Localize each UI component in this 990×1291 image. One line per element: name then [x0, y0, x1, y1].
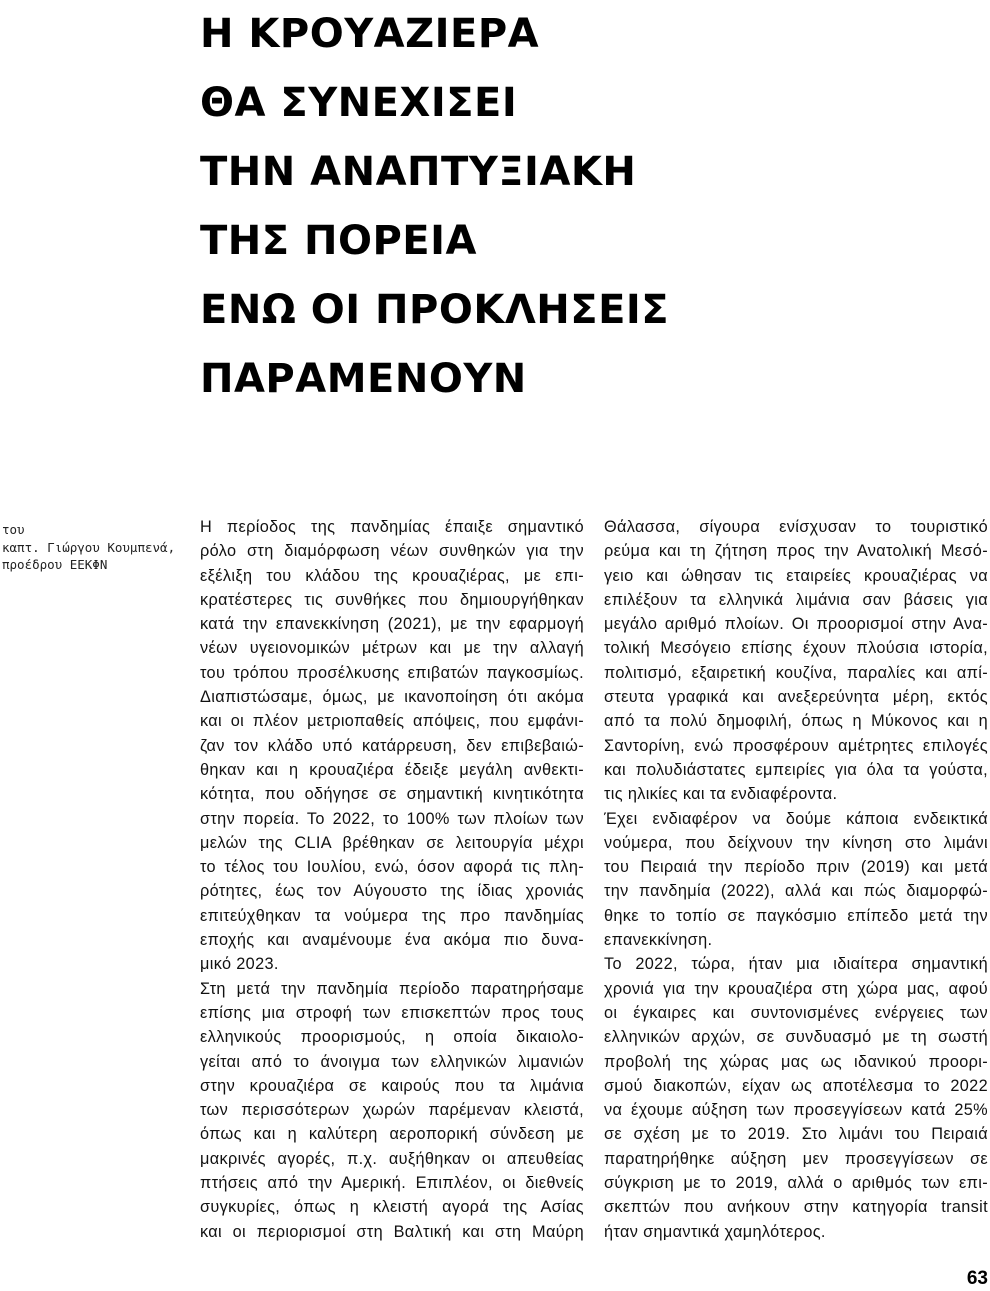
body-text-line: Διαπιστώσαμε, όμως, με ικανοποίηση ότι ακόμα	[200, 688, 584, 707]
author-byline	[2, 521, 182, 574]
headline-line: Η ΚΡΟΥΑΖΙΕΡΑ	[200, 11, 540, 57]
body-text-line: ελληνικούς προορισμούς, η οποία δικαιολο-	[200, 1028, 584, 1047]
body-text-line: εποχής και αναμένουμε ένα ακόμα πιο δυνα-	[200, 931, 584, 950]
body-text-line: ζαν τον κλάδο υπό κατάρρευση, δεν επιβεβαιώ-	[200, 736, 584, 755]
body-text-line: σκεπτών που ανήκουν στην κατηγορία transit	[604, 1198, 988, 1217]
body-text-line: γειο και ώθησαν τις εταιρείες κρουαζιέρας να	[604, 566, 988, 585]
body-text-line: των περισσότερων χωρών παρέμεναν κλειστά,	[200, 1101, 584, 1120]
body-column-2	[604, 515, 988, 1244]
body-text-line: επιλέξουν τα ελληνικά λιμάνια σαν βάσεις για	[604, 590, 988, 609]
body-text-line: Σαντορίνη, ενώ προσφέρουν αμέτρητες επιλογές	[604, 736, 988, 755]
body-text-line: του Πειραιά την περίοδο πριν (2019) και μετά	[604, 858, 988, 877]
body-column-1	[200, 515, 584, 1244]
body-text-line: ελληνικών αρχών, σε συνδυασμό με τη σωστή	[604, 1028, 988, 1047]
byline-line: του	[2, 522, 25, 537]
byline-line: καπτ. Γιώργου Κουμπενά,	[2, 539, 176, 555]
body-text-line: Η περίοδος της πανδημίας έπαιξε σημαντικό	[200, 518, 584, 536]
body-text-line: προβολή της χώρας μας ως ιδανικού προορι-	[604, 1052, 988, 1071]
body-text-line: και οι πλέον μετριοπαθείς απόψεις, που εμφάνι-	[200, 712, 584, 731]
body-text-line: επανεκκίνηση.	[604, 931, 713, 950]
body-text-line: νέων υγειονομικών μέτρων και με την αλλαγή	[200, 639, 584, 658]
body-text-line: Το 2022, τώρα, ήταν μια ιδιαίτερα σημαντική	[604, 955, 988, 974]
body-text-line: γείται από το άνοιγμα των ελληνικών λιμανιών	[200, 1052, 584, 1071]
body-text-line: επιτεύχθηκαν τα νούμερα της προ πανδημίας	[200, 906, 584, 925]
body-text-line: Στη μετά την πανδημία περίοδο παρατηρήσαμε	[200, 979, 584, 998]
body-text-line: μεγάλο αριθμό πλοίων. Οι προορισμοί στην Ανα-	[604, 615, 988, 634]
body-text-line: σύγκριση με το 2019, αλλά ο αριθμός των επι-	[604, 1174, 988, 1193]
body-text-line: τολική Μεσόγειο επίσης έχουν πλούσια ιστορία,	[604, 639, 988, 658]
body-text-line: κατά την επανεκκίνηση (2021), με την εφαρμογή	[200, 615, 584, 634]
body-text-line: όπως και η καλύτερη αεροπορική σύνδεση με	[200, 1125, 584, 1144]
body-text-line: νούμερα, που δείχνουν την κίνηση στο λιμάνι	[604, 833, 988, 852]
body-text-line: σε σχέση με το 2019. Στο λιμάνι του Πειραιά	[604, 1125, 988, 1144]
body-text-line: εξέλιξη του κλάδου της κρουαζιέρας, με επι-	[200, 566, 584, 585]
body-text-line: του τρόπου προσέλκυσης επιβατών παγκοσμίως.	[200, 663, 584, 682]
body-text-line: ρότητες, έως τον Αύγουστο της ίδιας χρονιάς	[200, 882, 584, 901]
body-text-line: στευτα γραφικά και ανεξερεύνητα μέρη, εκτός	[604, 688, 988, 707]
body-text-line: κρατέστερες τις συνθήκες που δημιουργήθηκαν	[200, 590, 584, 609]
body-text-line: μακρινές αγορές, π.χ. αυξήθηκαν οι απευθείας	[200, 1149, 584, 1168]
body-text-line: Έχει ενδιαφέρον να δούμε κάποια ενδεικτικά	[604, 809, 988, 828]
body-text-line: ήταν σημαντικά χαμηλότερος.	[604, 1222, 826, 1241]
body-text-line: οι έγκαιρες και συντονισμένες ενέργειες των	[604, 1003, 988, 1022]
body-text-line: πολιτισμό, εξαιρετική κουζίνα, παραλίες και απί-	[604, 663, 988, 682]
body-text-line: παρατηρήθηκε αύξηση μεν προσεγγίσεων σε	[604, 1149, 988, 1168]
page-number: 63	[966, 1268, 988, 1289]
body-text-line: επίσης μια στροφή των επισκεπτών προς τους	[200, 1003, 584, 1022]
body-text-line: τις ηλικίες και τα ενδιαφέροντα.	[604, 785, 838, 804]
body-text-line: το τέλος του Ιουλίου, ενώ, όσον αφορά τις πλη-	[200, 858, 584, 877]
body-text-line: συγκυρίες, όπως η κλειστή αγορά της Ασίας	[200, 1198, 584, 1217]
headline-line: ΕΝΩ ΟΙ ΠΡΟΚΛΗΣΕΙΣ	[200, 287, 670, 333]
body-text-line: στην πορεία. Το 2022, το 100% των πλοίων των	[200, 809, 584, 828]
body-text-line: στην κρουαζιέρα σε καιρούς που τα λιμάνια	[200, 1076, 584, 1095]
byline-line: προέδρου ΕΕΚΦΝ	[2, 557, 108, 572]
body-text-line: θηκαν και η κρουαζιέρα έδειξε μεγάλη ανθεκτι-	[200, 760, 584, 779]
body-text-line: Θάλασσα, σίγουρα ενίσχυσαν το τουριστικό	[604, 518, 988, 536]
headline-line: ΘΑ ΣΥΝΕΧΙΣΕΙ	[200, 80, 518, 126]
body-text-line: σμού διακοπών, είχαν ως αποτέλεσμα το 2022	[604, 1076, 988, 1095]
body-text-line: πτήσεις από την Αμερική. Επιπλέον, οι διεθνείς	[200, 1174, 584, 1193]
body-text-line: μελών της CLIA βρέθηκαν σε λειτουργία μέχρι	[200, 833, 584, 852]
headline-line: ΤΗΣ ΠΟΡΕΙΑ	[200, 218, 477, 264]
body-text-line: και πολυδιάστατες εμπειρίες για όλα τα γούστα,	[604, 760, 988, 779]
body-text-line: ρεύμα και τη ζήτηση προς την Ανατολική Μεσό-	[604, 542, 988, 561]
headline-line: ΤΗΝ ΑΝΑΠΤΥΞΙΑΚΗ	[200, 149, 637, 195]
body-text-line: την πανδημία (2022), αλλά και πώς διαμορφώ-	[604, 882, 988, 901]
body-text-line: να έχουμε αύξηση των προσεγγίσεων κατά 25%	[604, 1101, 988, 1120]
body-text-line: κότητα, που οδήγησε σε σημαντική κινητικότητα	[200, 785, 584, 804]
body-text-line: και οι περιορισμοί στη Βαλτική και στη Μαύρη	[200, 1222, 584, 1241]
body-text-line: ρόλο στη διαμόρφωση νέων συνθηκών για την	[200, 542, 584, 561]
article-headline	[200, 0, 985, 414]
body-text-line: θηκε το τοπίο σε παγκόσμιο επίπεδο μετά την	[604, 906, 988, 925]
body-text-line: μικό 2023.	[200, 955, 279, 974]
body-text-line: από τα πολύ δημοφιλή, όπως η Μύκονος και η	[604, 712, 988, 731]
headline-line: ΠΑΡΑΜΕΝΟΥΝ	[200, 356, 527, 402]
body-text-line: χρονιά για την κρουαζιέρα στη χώρα μας, αφού	[604, 979, 988, 998]
